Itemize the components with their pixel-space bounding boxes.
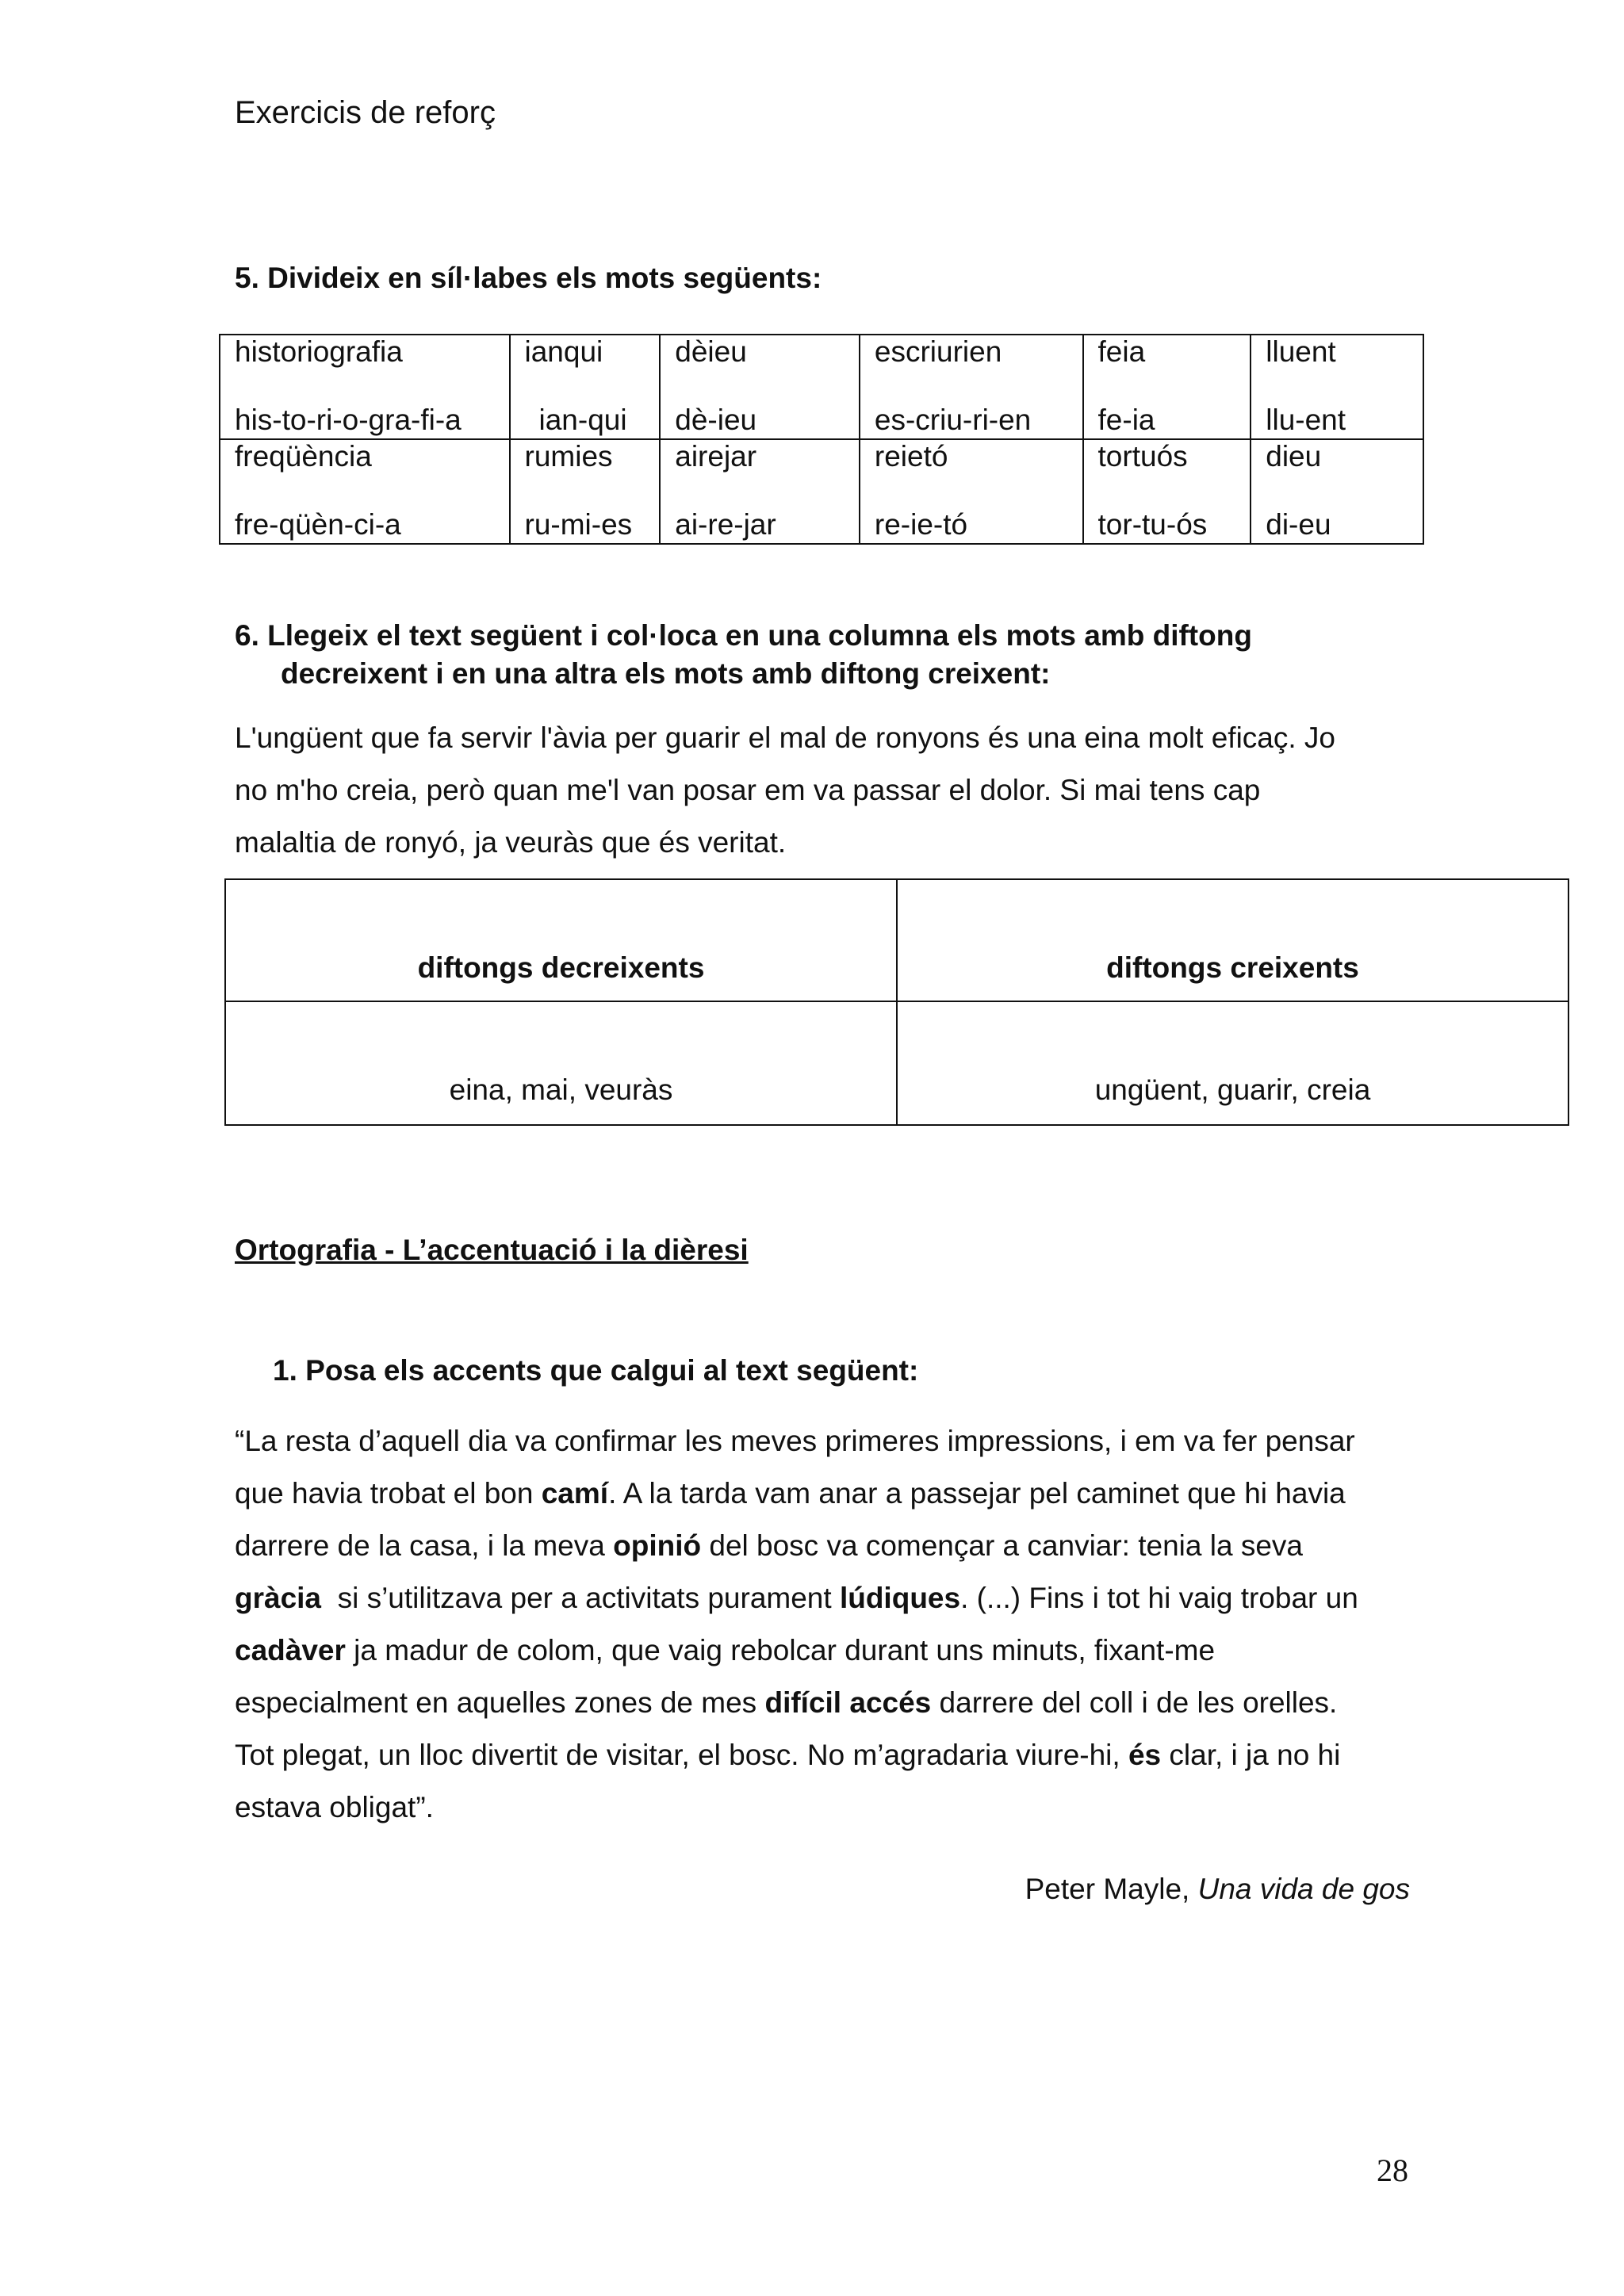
table-header-row [225,879,1568,1001]
word: freqüència [235,440,372,473]
diphthong-table [224,878,1569,1126]
citation [1025,1873,1410,1906]
syllables: ian-qui [538,404,627,436]
column-header-decreasing: diftongs decreixents [225,879,897,1001]
quote-line: Tot plegat, un lloc divertit de visitar, el bosc. No m’agradaria viure-hi, és clar, i ja no hi [235,1739,1341,1771]
table-cell [220,439,510,544]
page-header: Exercicis de reforç [235,95,496,130]
syllables: es-criu-ri-en [874,404,1032,436]
table-cell [220,335,510,439]
exercise-6-title [235,617,1503,693]
word: historiografia [235,335,403,368]
exercise-6-title-line-1: 6. Llegeix el text següent i col·loca en una columna els mots amb diftong [235,619,1252,652]
word: lluent [1266,335,1336,368]
table-cell [860,439,1083,544]
syllables: fe-ia [1097,404,1155,436]
syllables: di-eu [1266,508,1331,541]
quote-line: gràcia si s’utilitzava per a activitats purament lúdiques. (...) Fins i tot hi vaig trobar un [235,1582,1358,1614]
word: escriurien [874,335,1002,368]
word: rumies [524,440,613,473]
table-cell [510,335,661,439]
text-line: L'ungüent que fa servir l'àvia per guarir el mal de ronyons és una eina molt eficaç. Jo [235,721,1336,754]
word: ianqui [524,335,603,368]
quote-line: estava obligat”. [235,1791,434,1823]
table-row [220,335,1423,439]
quote-line: “La resta d’aquell dia va confirmar les meves primeres impressions, i em va fer pensar [235,1425,1355,1457]
syllables: tor-tu-ós [1097,508,1208,541]
word: airejar [675,440,757,473]
syllables: dè-ieu [675,404,757,436]
page-number: 28 [1377,2152,1408,2188]
answer-decreasing: eina, mai, veuràs [225,1001,897,1125]
orthography-section-title: Ortografia - L’accentuació i la dièresi [235,1234,749,1266]
word: reietó [874,440,948,473]
word: tortuós [1097,440,1188,473]
table-cell [510,439,661,544]
table-row [220,439,1423,544]
syllables: ai-re-jar [675,508,776,541]
word: dèieu [675,335,747,368]
table-cell [860,335,1083,439]
exercise-6-text [235,712,1424,869]
table-cell [660,439,860,544]
quote-line: especialment en aquelles zones de mes difícil accés darrere del coll i de les orelles. [235,1686,1338,1719]
quote-line: cadàver ja madur de colom, que vaig rebolcar durant uns minuts, fixant-me [235,1634,1216,1667]
table-cell [1251,439,1423,544]
table-cell [1083,439,1251,544]
syllables: llu-ent [1266,404,1346,436]
quote-text [235,1415,1424,1834]
text-line: malaltia de ronyó, ja veuràs que és veritat. [235,826,787,859]
word: feia [1097,335,1146,368]
answer-increasing: ungüent, guarir, creia [897,1001,1568,1125]
syllables: re-ie-tó [874,508,968,541]
quote-line: darrere de la casa, i la meva opinió del bosc va començar a canviar: tenia la seva [235,1529,1303,1562]
exercise-1-title: 1. Posa els accents que calgui al text següent: [273,1354,919,1387]
quote-line: que havia trobat el bon camí. A la tarda vam anar a passejar pel caminet que hi havia [235,1477,1346,1510]
table-cell [660,335,860,439]
table-cell [1251,335,1423,439]
exercise-5-title: 5. Divideix en síl·labes els mots següents: [235,262,822,294]
citation-author: Peter Mayle, [1025,1873,1198,1905]
syllable-table [219,334,1424,545]
syllables: his-to-ri-o-gra-fi-a [235,404,462,436]
syllables: ru-mi-es [524,508,633,541]
column-header-increasing: diftongs creixents [897,879,1568,1001]
table-cell [1083,335,1251,439]
citation-title: Una vida de gos [1197,1873,1410,1905]
syllables: fre-qüèn-ci-a [235,508,401,541]
word: dieu [1266,440,1322,473]
exercise-6-title-line-2: decreixent i en una altra els mots amb diftong creixent: [281,657,1051,690]
text-line: no m'ho creia, però quan me'l van posar em va passar el dolor. Si mai tens cap [235,774,1261,806]
table-row [225,1001,1568,1125]
